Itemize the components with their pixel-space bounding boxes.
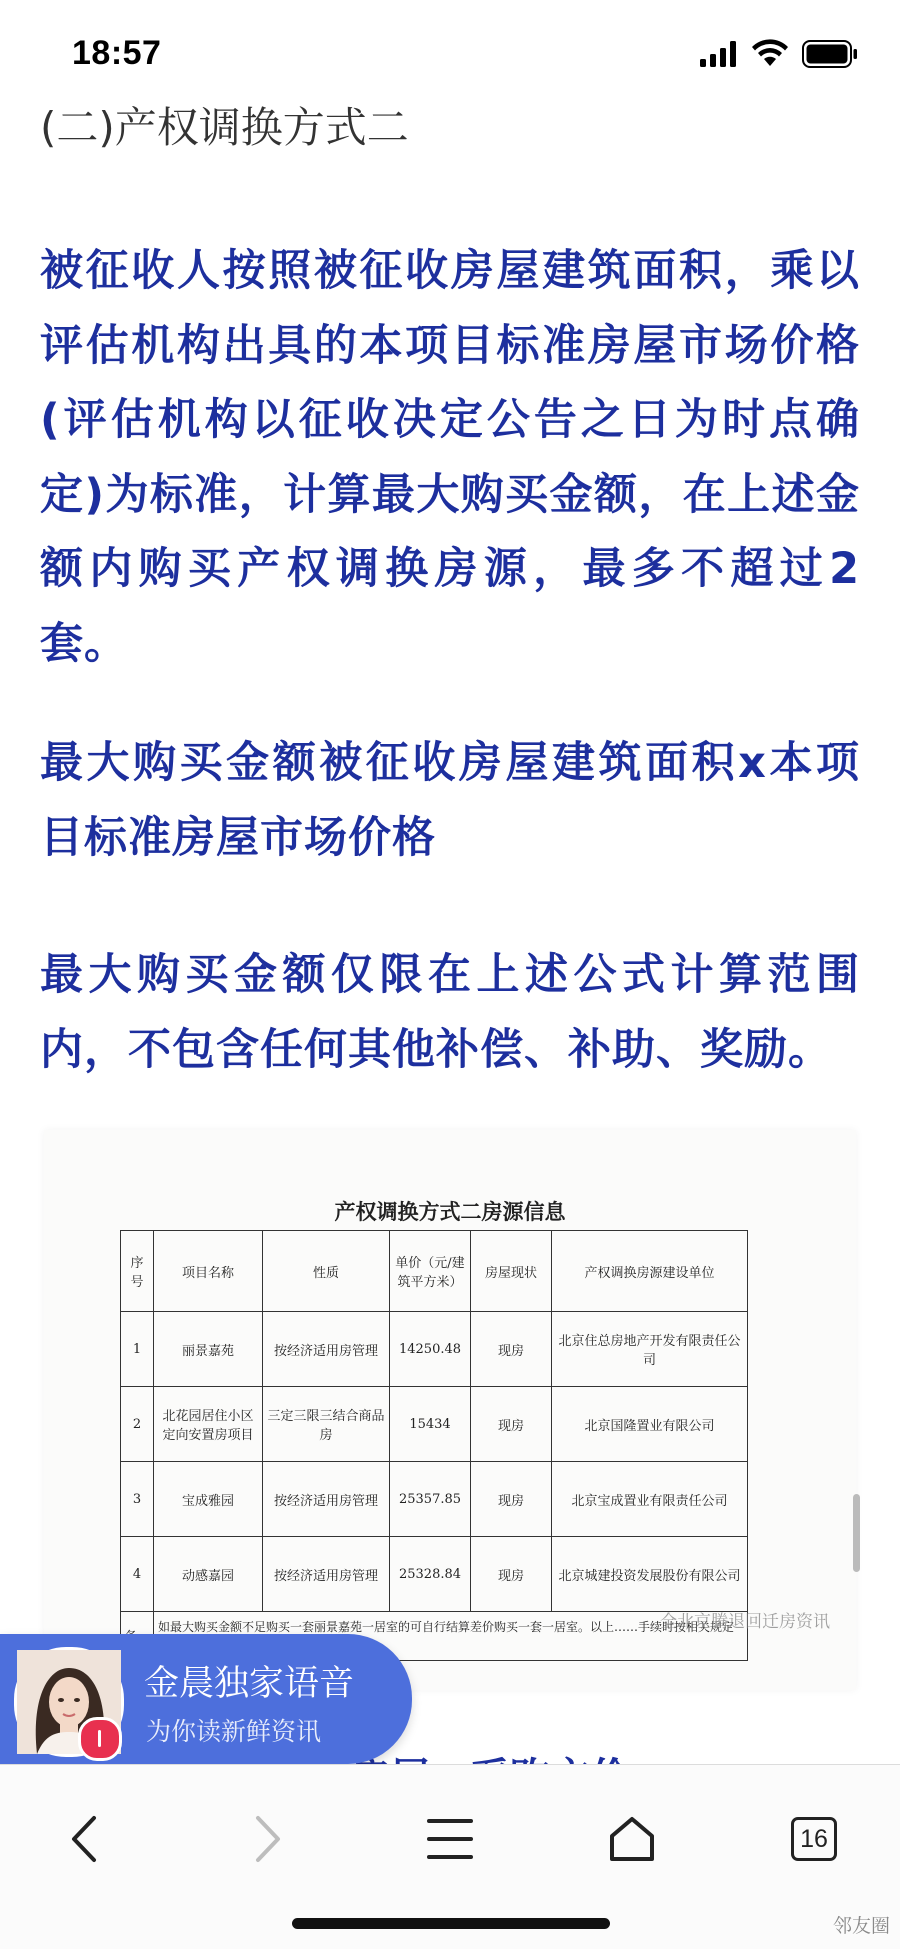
header-number: 序号: [121, 1231, 154, 1312]
housing-info-document-image[interactable]: [44, 1130, 856, 1690]
status-bar: [0, 0, 900, 110]
housing-info-table: [120, 1230, 748, 1661]
cell-number: 3: [121, 1462, 154, 1537]
table-row: [121, 1312, 748, 1387]
cell-nature: 按经济适用房管理: [263, 1462, 390, 1537]
voice-card-title: 金晨独家语音: [144, 1664, 355, 1704]
article: [40, 96, 860, 1075]
cell-unit-price: 25328.84: [390, 1537, 471, 1612]
cell-nature: 按经济适用房管理: [263, 1537, 390, 1612]
paragraph-purchase-rule: 被征收人按照被征收房屋建筑面积，乘以评估机构出具的本项目标准房屋市场价格(评估机构以征收决定公告之日为时点确定)为标准，计算最大购买金额，在上述金额内购买产权调换房源，最多不超过2套。: [40, 246, 860, 669]
cell-developer: 北京城建投资发展股份有限公司: [552, 1537, 748, 1612]
status-time: 18:57: [72, 34, 162, 72]
section-heading: (二)产权调换方式二: [40, 103, 409, 152]
corner-watermark: 邻友圈: [832, 1915, 890, 1937]
cell-project-name: 动感嘉园: [154, 1537, 263, 1612]
audio-playing-badge-icon: [78, 1717, 122, 1761]
back-arrow-icon: [64, 1814, 104, 1864]
cellular-signal-icon: [700, 41, 738, 67]
forward-arrow-icon: [248, 1814, 288, 1864]
table-row: [121, 1387, 748, 1462]
header-project-name: 项目名称: [154, 1231, 263, 1312]
status-icons: [700, 40, 858, 68]
table-row: [121, 1462, 748, 1537]
home-icon: [606, 1814, 658, 1864]
cell-house-status: 现房: [471, 1537, 552, 1612]
battery-icon: [802, 40, 858, 68]
note-text: 如最大购买金额不足购买一套丽景嘉苑一居室的可自行结算差价购买一套一居室。以上……手续时按相关规定: [154, 1612, 748, 1661]
document-title: 产权调换方式二房源信息: [334, 1199, 566, 1224]
scroll-indicator[interactable]: [853, 1494, 860, 1572]
cell-nature: 三定三限三结合商品房: [263, 1387, 390, 1462]
paragraph-max-amount-formula: 最大购买金额被征收房屋建筑面积x本项目标准房屋市场价格: [40, 738, 860, 863]
cell-house-status: 现房: [471, 1312, 552, 1387]
cell-house-status: 现房: [471, 1462, 552, 1537]
table-header-row: [121, 1231, 748, 1312]
paragraph-max-amount-limit: 最大购买金额仅限在上述公式计算范围内，不包含任何其他补偿、补助、奖励。: [40, 950, 860, 1075]
cell-project-name: 丽景嘉苑: [154, 1312, 263, 1387]
cell-number: 4: [121, 1537, 154, 1612]
tabs-icon: 16: [791, 1817, 837, 1861]
cell-unit-price: 14250.48: [390, 1312, 471, 1387]
header-house-status: 房屋现状: [471, 1231, 552, 1312]
menu-button[interactable]: [410, 1799, 490, 1879]
back-button[interactable]: [44, 1799, 124, 1879]
header-nature: 性质: [263, 1231, 390, 1312]
home-button[interactable]: [592, 1799, 672, 1879]
home-indicator[interactable]: [292, 1918, 610, 1929]
tabs-button[interactable]: [774, 1799, 854, 1879]
cell-unit-price: 25357.85: [390, 1462, 471, 1537]
cell-number: 1: [121, 1312, 154, 1387]
table-row: [121, 1537, 748, 1612]
cell-project-name: 宝成雅园: [154, 1462, 263, 1537]
cell-number: 2: [121, 1387, 154, 1462]
voice-card-subtitle: 为你读新鲜资讯: [146, 1717, 322, 1746]
header-developer: 产权调换房源建设单位: [552, 1231, 748, 1312]
wifi-icon: [752, 40, 788, 68]
cell-nature: 按经济适用房管理: [263, 1312, 390, 1387]
voice-reading-card[interactable]: [0, 1634, 412, 1764]
cell-developer: 北京住总房地产开发有限责任公司: [552, 1312, 748, 1387]
header-unit-price: 单价（元/建筑平方米）: [390, 1231, 471, 1312]
menu-icon: [425, 1816, 475, 1862]
cell-developer: 北京国隆置业有限公司: [552, 1387, 748, 1462]
cell-project-name: 北花园居住小区定向安置房项目: [154, 1387, 263, 1462]
cell-developer: 北京宝成置业有限责任公司: [552, 1462, 748, 1537]
cell-house-status: 现房: [471, 1387, 552, 1462]
forward-button[interactable]: [228, 1799, 308, 1879]
watermark: 全北京腾退回迁房资讯: [660, 1612, 830, 1632]
cell-unit-price: 15434: [390, 1387, 471, 1462]
